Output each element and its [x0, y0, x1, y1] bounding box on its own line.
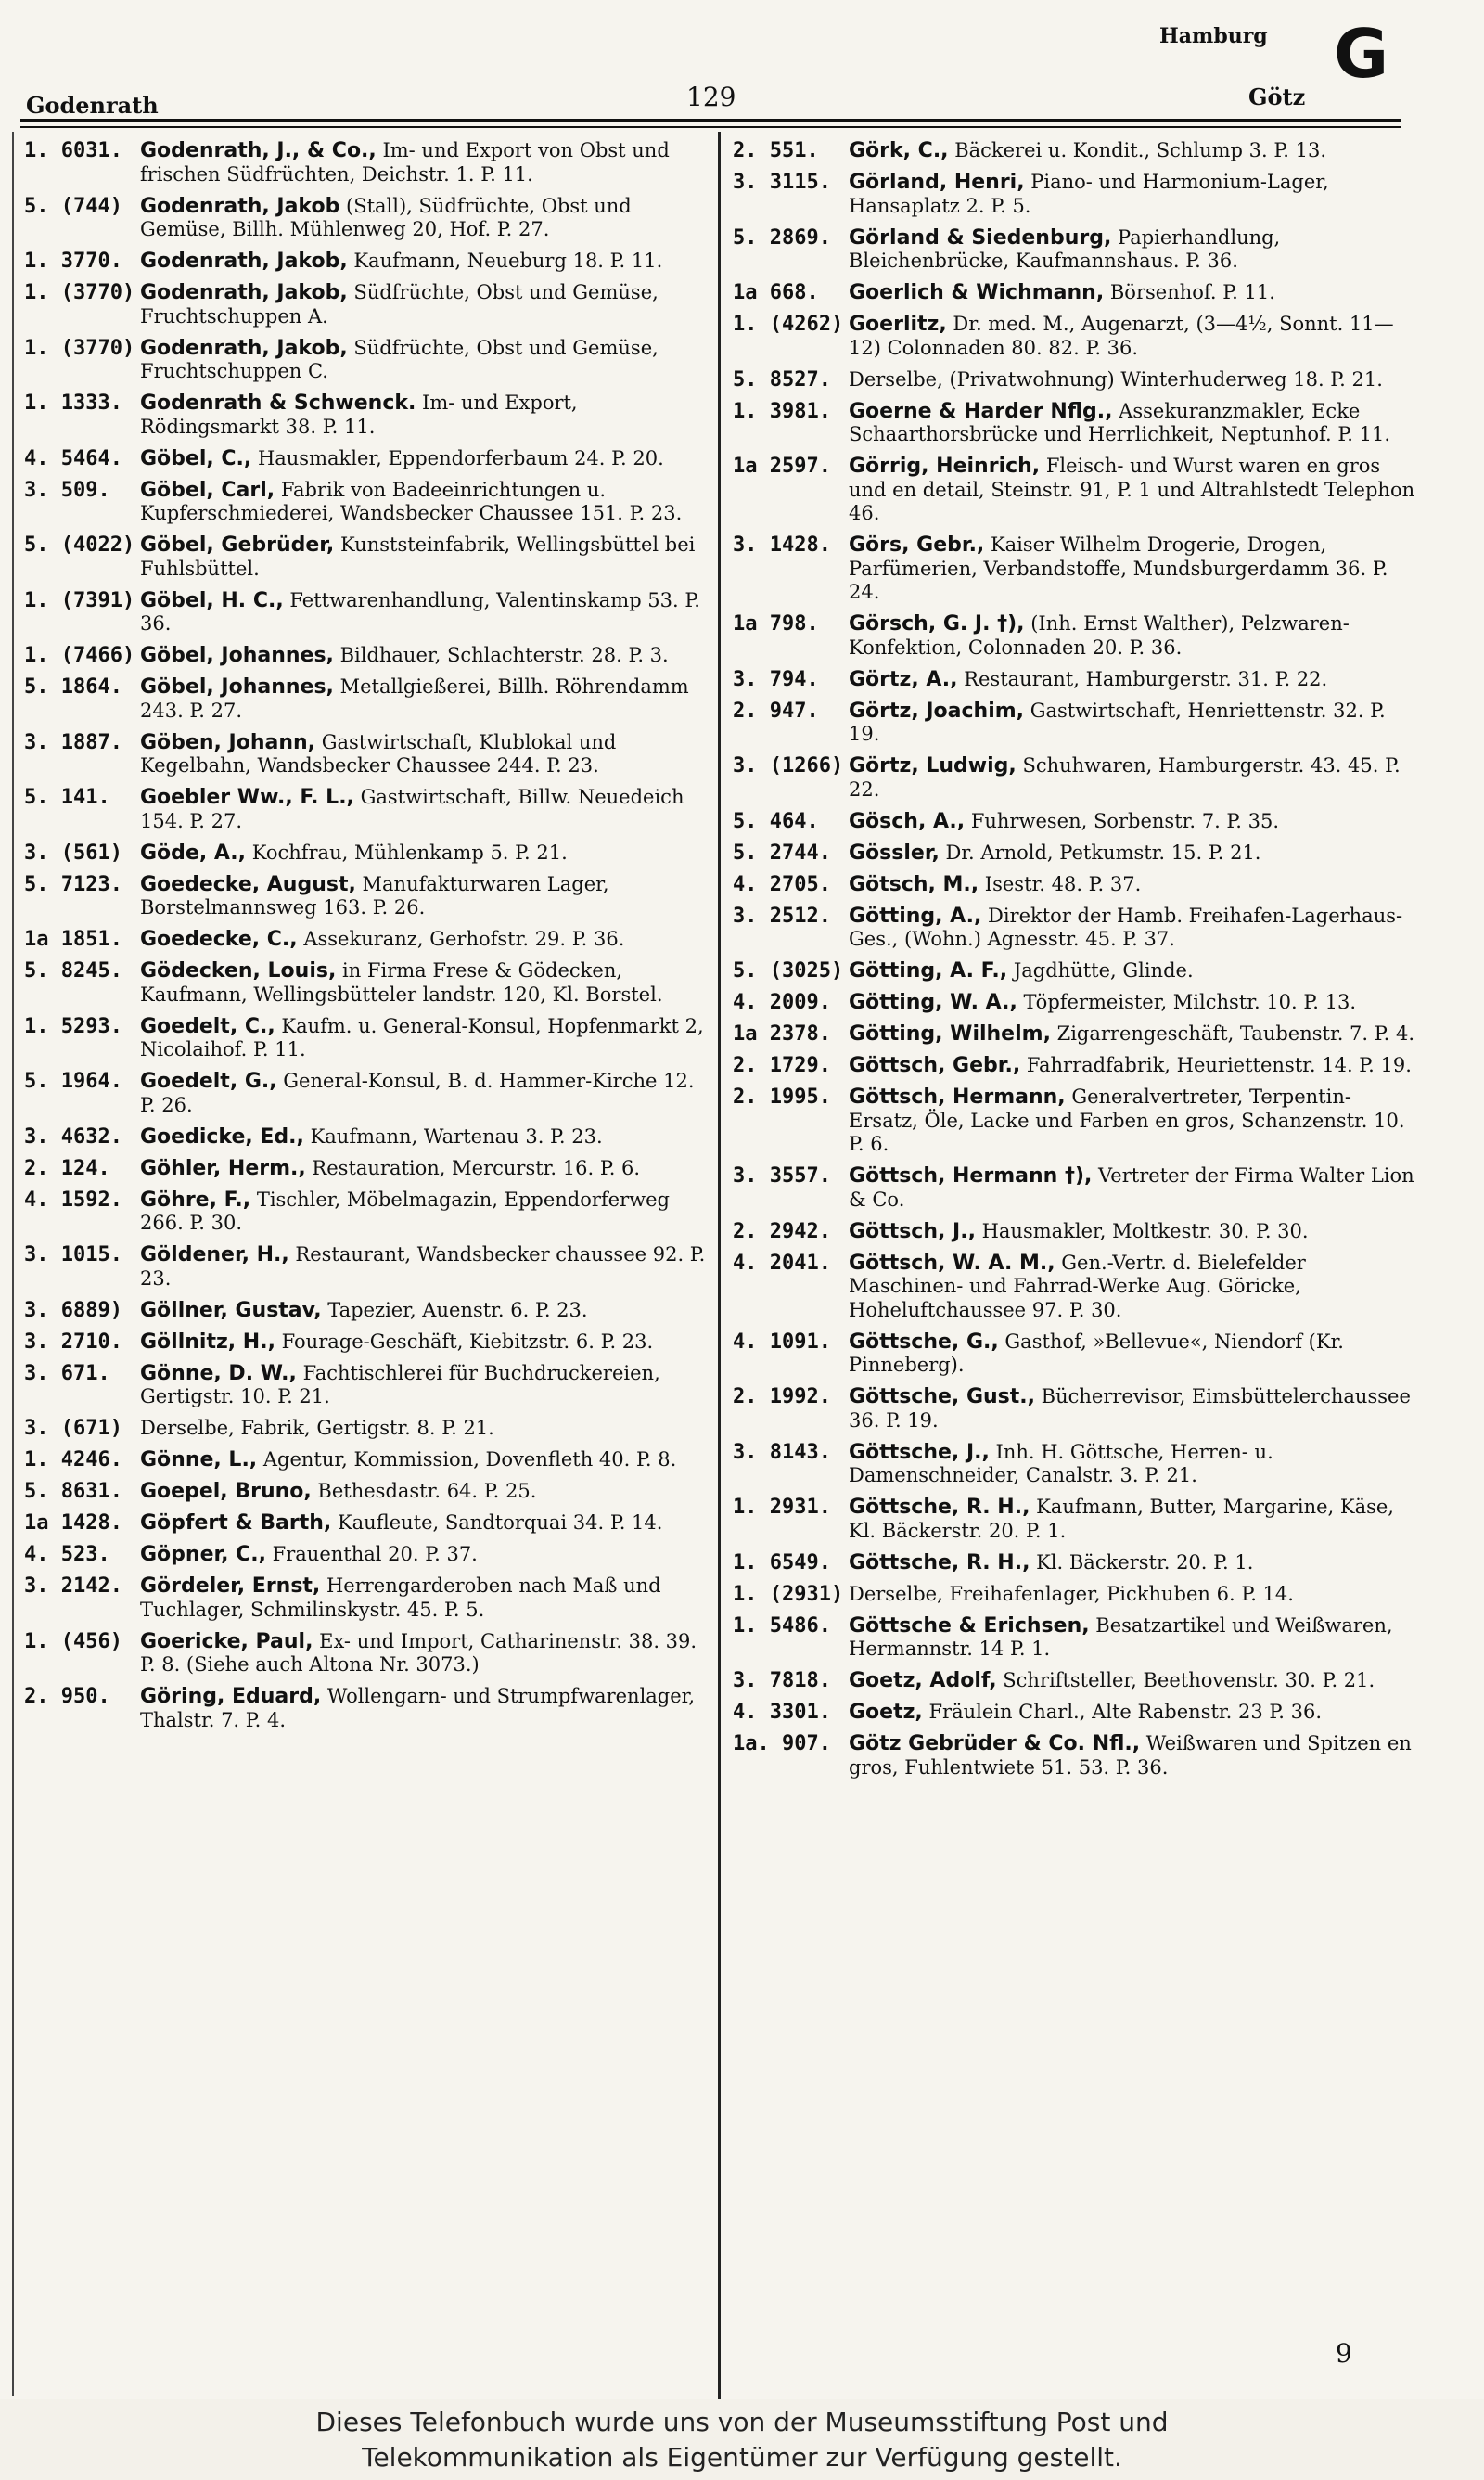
entry-name: Goebler Ww., F. L.,: [140, 786, 354, 809]
footer-line-2: Telekommunikation als Eigentümer zur Verfügung gestellt.: [362, 2442, 1122, 2473]
entry-name: Götting, Wilhelm,: [849, 1022, 1051, 1046]
directory-entry: [24, 1070, 710, 1117]
entry-details: Dr. Arnold, Petkumstr. 15. P. 21.: [939, 841, 1261, 864]
directory-entry: [733, 1330, 1419, 1378]
entry-details: Fräulein Charl., Alte Rabenstr. 23 P. 36.: [922, 1701, 1323, 1723]
entry-name: Göde, A.,: [140, 841, 247, 865]
phone-number: 1a. 907.: [733, 1732, 831, 1755]
phone-number: 5. (744): [24, 194, 122, 218]
entry-details: Kaufmann, Wartenau 3. P. 23.: [303, 1124, 603, 1148]
phone-number: 5. (3025): [733, 959, 844, 983]
directory-entry: [24, 589, 710, 636]
entry-name: Göhre, F.,: [140, 1188, 251, 1212]
phone-number: 1. 5293.: [24, 1014, 122, 1038]
phone-number: 3. 2512.: [733, 904, 831, 928]
entry-details: Kunststeinfabrik, Wellingsbüttel bei Fuhlsbüttel.: [140, 533, 696, 580]
header-right-word: Götz: [1248, 84, 1306, 110]
directory-entry: [733, 533, 1419, 605]
entry-name: Göbel, Johannes,: [140, 644, 334, 667]
entry-details: Zigarrengeschäft, Taubenstr. 7. P. 4.: [1050, 1022, 1415, 1045]
entry-details: Isestr. 48. P. 37.: [979, 872, 1142, 895]
directory-entry: [733, 1669, 1419, 1693]
entry-name: Godenrath & Schwenck.: [140, 392, 416, 415]
entry-details: Fahrradfabrik, Heuriettenstr. 14. P. 19.: [1020, 1054, 1412, 1076]
directory-entry: [24, 250, 710, 274]
header-rule-thin: [20, 126, 1401, 128]
entry-details: Derselbe, Fabrik, Gertigstr. 8. P. 21.: [140, 1417, 494, 1439]
phone-number: 5. 1864.: [24, 675, 122, 699]
directory-entry: [733, 810, 1419, 834]
phone-number: 3. 3557.: [733, 1164, 831, 1188]
entry-name: Görtz, A.,: [849, 667, 958, 691]
entry-details: Töpfermeister, Milchstr. 10. P. 13.: [1017, 991, 1357, 1013]
entry-name: Göben, Johann,: [140, 730, 316, 754]
entry-details: Kaufmann, Butter, Margarine, Käse, Kl. Bäckerstr. 20. P. 1.: [849, 1496, 1394, 1542]
phone-number: 1. 6549.: [733, 1550, 831, 1574]
directory-entry: [24, 1574, 710, 1622]
phone-number: 1. (7466): [24, 644, 135, 667]
entry-name: Göttsch, Hermann †),: [849, 1164, 1093, 1188]
phone-number: 5. (4022): [24, 533, 135, 557]
entry-name: Göbel, C.,: [140, 446, 252, 470]
entry-name: Goedecke, August,: [140, 872, 356, 896]
phone-number: 1. 1333.: [24, 392, 122, 415]
directory-entry: [733, 1220, 1419, 1244]
entry-details: (Inh. Ernst Walther), Pelzwaren- Konfektion, Colonnaden 20. P. 36.: [849, 612, 1350, 659]
directory-entry: [733, 1164, 1419, 1212]
directory-entry: [733, 991, 1419, 1015]
header-rule-thick: [20, 119, 1401, 122]
phone-number: 1. (3770): [24, 281, 135, 304]
phone-number: 5. 7123.: [24, 872, 122, 896]
directory-entry: [733, 1614, 1419, 1662]
phone-number: 4. 5464.: [24, 446, 122, 470]
phone-number: 3. 671.: [24, 1361, 110, 1385]
entry-details: Assekuranz, Gerhofstr. 29. P. 36.: [297, 928, 625, 950]
directory-entry: [733, 612, 1419, 660]
entry-name: Goedelt, C.,: [140, 1014, 275, 1038]
entry-details: Generalvertreter, Terpentin-Ersatz, Öle, Lacke und Farben en gros, Schanzenstr. 10. P. 6.: [849, 1086, 1405, 1155]
directory-entry: [733, 1385, 1419, 1433]
entry-details: Gen.-Vertr. d. Bielefelder Maschinen- und Fahrrad-Werke Aug. Göricke, Hoheluftchaussee 97. P. 30.: [849, 1251, 1306, 1321]
entry-details: Bücherrevisor, Eimsbüttelerchaussee 36. P. 19.: [849, 1385, 1411, 1432]
phone-number: 3. 2710.: [24, 1330, 122, 1354]
entry-name: Göttsch, Hermann,: [849, 1086, 1066, 1109]
directory-entry: [733, 1583, 1419, 1607]
directory-entry: [733, 455, 1419, 526]
directory-entry: [733, 1496, 1419, 1543]
directory-entry: [24, 195, 710, 242]
entry-name: Gössler,: [849, 841, 940, 865]
phone-number: 4. 1091.: [733, 1330, 831, 1354]
entry-name: Götting, W. A.,: [849, 991, 1017, 1014]
column-divider: [718, 132, 721, 2400]
phone-number: 2. 1729.: [733, 1054, 831, 1077]
phone-number: 3. (671): [24, 1417, 122, 1440]
phone-number: 1a 2597.: [733, 455, 831, 478]
entry-name: Godenrath, Jakob,: [140, 281, 348, 304]
entry-name: Goetz,: [849, 1701, 923, 1724]
phone-number: 5. 2869.: [733, 225, 831, 250]
entry-name: Göttsche, R. H.,: [849, 1550, 1030, 1574]
entry-name: Gönne, L.,: [140, 1448, 258, 1471]
phone-number: 1. (456): [24, 1629, 122, 1653]
header-left-word: Godenrath: [26, 92, 159, 119]
directory-entry: [733, 400, 1419, 447]
directory-entry: [733, 226, 1419, 274]
entry-details: Hausmakler, Moltkestr. 30. P. 30.: [975, 1219, 1309, 1242]
entry-name: Godenrath, J., & Co.,: [140, 139, 377, 162]
phone-number: 2. 1995.: [733, 1086, 831, 1109]
entry-name: Göttsche & Erichsen,: [849, 1613, 1090, 1638]
entry-name: Göbel, Johannes,: [140, 675, 334, 699]
phone-number: 1. 3770.: [24, 250, 122, 273]
phone-number: 1. (2931): [733, 1582, 844, 1606]
entry-details: Fettwarenhandlung, Valentinskamp 53. P. 36.: [140, 588, 700, 635]
entry-details: Südfrüchte, Obst und Gemüse, Fruchtschuppen A.: [140, 281, 659, 328]
entry-details: Kaufleute, Sandtorquai 34. P. 14.: [331, 1511, 663, 1534]
phone-number: 5. 2744.: [733, 841, 831, 865]
phone-number: 1. (4262): [733, 313, 844, 336]
entry-name: Godenrath, Jakob: [140, 194, 340, 218]
entry-details: Wollengarn- und Strumpfwarenlager, Thalstr. 7. P. 4.: [140, 1685, 696, 1731]
entry-name: Goedecke, C.,: [140, 928, 298, 951]
directory-entry: [733, 368, 1419, 392]
entry-name: Görland & Siedenburg,: [849, 225, 1112, 250]
right-column: [733, 139, 1419, 2366]
entry-details: Tapezier, Auenstr. 6. P. 23.: [321, 1298, 588, 1321]
phone-number: 3. 1887.: [24, 730, 122, 754]
entry-details: Im- und Export, Rödingsmarkt 38. P. 11.: [140, 392, 578, 438]
directory-entry: [733, 1551, 1419, 1575]
entry-details: Restaurant, Wandsbecker chaussee 92. P. 23.: [140, 1243, 706, 1290]
phone-number: 1. 3981.: [733, 399, 831, 423]
entry-name: Görs, Gebr.,: [849, 533, 985, 557]
entry-details: Papierhandlung, Bleichenbrücke, Kaufmannshaus. P. 36.: [849, 225, 1281, 272]
entry-details: Gastwirtschaft, Billw. Neuedeich 154. P. 27.: [140, 786, 684, 832]
footer-notice: [0, 2399, 1484, 2480]
directory-entry: [24, 1157, 710, 1181]
directory-entry: [24, 1299, 710, 1323]
phone-number: 1. 4246.: [24, 1448, 122, 1471]
entry-name: Göbel, H. C.,: [140, 588, 284, 612]
entry-details: Direktor der Hamb. Freihafen-Lagerhaus-Ges., (Wohn.) Agnesstr. 45. P. 37.: [849, 904, 1403, 950]
phone-number: 5. 464.: [733, 809, 819, 833]
phone-number: 1a 668.: [733, 281, 819, 304]
entry-name: Göpfert & Barth,: [140, 1511, 332, 1535]
phone-number: 1. 6031.: [24, 139, 122, 162]
phone-number: 3. (1266): [733, 754, 844, 777]
entry-details: Weißwaren und Spitzen en gros, Fuhlentwiete 51. 53. P. 36.: [849, 1732, 1412, 1779]
directory-entry: [24, 644, 710, 668]
entry-details: Restauration, Mercurstr. 16. P. 6.: [305, 1156, 641, 1179]
entry-name: Göttsche, R. H.,: [849, 1496, 1030, 1519]
directory-entry: [24, 281, 710, 328]
entry-name: Göpner, C.,: [140, 1543, 266, 1566]
phone-number: 4. 2041.: [733, 1251, 831, 1275]
entry-name: Götting, A.,: [849, 904, 982, 928]
entry-details: Fachtischlerei für Buchdruckereien, Gertigstr. 10. P. 21.: [140, 1361, 660, 1407]
phone-number: 1a 798.: [733, 612, 819, 636]
entry-name: Godenrath, Jakob,: [140, 250, 348, 273]
directory-entry: [24, 392, 710, 439]
phone-number: 5. 8631.: [24, 1480, 122, 1503]
entry-name: Göhler, Herm.,: [140, 1156, 306, 1180]
directory-entry: [24, 1189, 710, 1236]
directory-entry: [24, 139, 710, 186]
phone-number: 3. 3115.: [733, 171, 831, 194]
directory-entry: [733, 1054, 1419, 1078]
entry-details: Bethesdastr. 64. P. 25.: [311, 1480, 537, 1502]
directory-entry: [733, 1441, 1419, 1488]
phone-number: 2. 947.: [733, 699, 819, 723]
phone-number: 3. 1428.: [733, 533, 831, 557]
phone-number: 5. 1964.: [24, 1070, 122, 1093]
entry-name: Götting, A. F.,: [849, 959, 1008, 983]
directory-entry: [24, 928, 710, 952]
directory-entry: [24, 447, 710, 471]
entry-details: Restaurant, Hamburgerstr. 31. P. 22.: [957, 667, 1328, 690]
entry-details: Inh. H. Göttsche, Herren- u. Damenschneider, Canalstr. 3. P. 21.: [849, 1440, 1273, 1486]
entry-name: Görsch, G. J. †),: [849, 612, 1025, 636]
phone-number: 1a 1851.: [24, 928, 122, 951]
entry-details: Derselbe, Freihafenlager, Pickhuben 6. P. 14.: [849, 1582, 1294, 1605]
phone-number: 5. 141.: [24, 786, 110, 809]
directory-entry: [733, 313, 1419, 360]
directory-entry: [24, 873, 710, 920]
directory-entry: [733, 905, 1419, 952]
entry-name: Goerne & Harder Nflg.,: [849, 399, 1113, 423]
entry-details: Kochfrau, Mühlenkamp 5. P. 21.: [246, 841, 568, 864]
directory-entry: [733, 281, 1419, 305]
phone-number: 1a 1428.: [24, 1511, 122, 1535]
phone-number: 4. 2705.: [733, 872, 831, 896]
entry-details: Jagdhütte, Glinde.: [1007, 959, 1194, 982]
entry-details: Derselbe, (Privatwohnung) Winterhuderweg 18. P. 21.: [849, 367, 1383, 391]
directory-entry: [24, 1685, 710, 1732]
directory-entry: [24, 1448, 710, 1472]
directory-entry: [24, 1543, 710, 1567]
entry-name: Göring, Eduard,: [140, 1685, 322, 1708]
directory-entry: [24, 731, 710, 778]
phone-number: 1. (7391): [24, 588, 135, 612]
phone-number: 3. 8143.: [733, 1440, 831, 1464]
entry-name: Goericke, Paul,: [140, 1629, 313, 1653]
entry-details: Gastwirtschaft, Klublokal und Kegelbahn, Wandsbecker Chaussee 244. P. 23.: [140, 730, 617, 777]
entry-details: Südfrüchte, Obst und Gemüse, Fruchtschuppen C.: [140, 336, 659, 382]
entry-name: Göllnitz, H.,: [140, 1330, 275, 1354]
entry-details: Tischler, Möbelmagazin, Eppendorferweg 266. P. 30.: [140, 1188, 670, 1234]
phone-number: 2. 1992.: [733, 1385, 831, 1408]
entry-name: Görk, C.,: [849, 139, 949, 162]
directory-entry: [24, 842, 710, 866]
entry-details: Assekuranzmakler, Ecke Schaarthorsbrücke und Herrlichkeit, Neptunhof. P. 11.: [849, 399, 1391, 445]
entry-name: Göttsch, W. A. M.,: [849, 1251, 1055, 1275]
phone-number: 1. 5486.: [733, 1613, 831, 1638]
phone-number: 4. 2009.: [733, 991, 831, 1014]
entry-details: Gastwirtschaft, Henriettenstr. 32. P. 19.: [849, 699, 1386, 745]
entry-details: Fuhrwesen, Sorbenstr. 7. P. 35.: [965, 809, 1280, 832]
directory-entry: [733, 1086, 1419, 1157]
entry-details: Börsenhof. P. 11.: [1104, 281, 1275, 303]
entry-name: Götsch, M.,: [849, 872, 979, 896]
entry-details: Fleisch- und Wurst waren en gros und en detail, Steinstr. 91, P. 1 und Altrahlstedt Telephon 46.: [849, 455, 1415, 524]
directory-entry: [24, 479, 710, 526]
phone-number: 2. 2942.: [733, 1219, 831, 1243]
entry-details: Besatzartikel und Weißwaren, Hermannstr. 14 P. 1.: [849, 1613, 1393, 1660]
entry-name: Göttsch, J.,: [849, 1219, 976, 1243]
phone-number: 3. 1015.: [24, 1243, 122, 1266]
entry-details: Agentur, Kommission, Dovenfleth 40. P. 8.: [257, 1448, 677, 1471]
entry-name: Göbel, Gebrüder,: [140, 533, 335, 557]
entry-name: Görtz, Joachim,: [849, 699, 1025, 723]
entry-name: Goerlitz,: [849, 313, 947, 336]
entry-details: General-Konsul, B. d. Hammer-Kirche 12. P. 26.: [140, 1070, 695, 1116]
entry-name: Göttsche, G.,: [849, 1330, 999, 1354]
directory-entry: [24, 1480, 710, 1504]
entry-details: Bildhauer, Schlachterstr. 28. P. 3.: [333, 644, 669, 666]
phone-number: 2. 124.: [24, 1156, 110, 1180]
entry-details: Schriftsteller, Beethovenstr. 30. P. 21.: [996, 1669, 1375, 1691]
entry-name: Goedicke, Ed.,: [140, 1124, 304, 1149]
directory-entry: [733, 754, 1419, 802]
left-column: [24, 139, 710, 2366]
directory-entry: [24, 959, 710, 1007]
entry-name: Göllner, Gustav,: [140, 1298, 322, 1322]
directory-entry: [24, 533, 710, 581]
directory-entry: [733, 959, 1419, 983]
entry-details: in Firma Frese & Gödecken, Kaufmann, Wellingsbütteler landstr. 120, Kl. Borstel.: [140, 959, 663, 1006]
phone-number: 3. 794.: [733, 667, 819, 691]
entry-details: Kaiser Wilhelm Drogerie, Drogen, Parfümerien, Verbandstoffe, Mundsburgerdamm 36. P. 24.: [849, 533, 1388, 603]
entry-name: Goepel, Bruno,: [140, 1480, 312, 1503]
phone-number: 3. 509.: [24, 478, 110, 502]
phone-number: 5. 8527.: [733, 367, 831, 392]
directory-entry: [24, 1630, 710, 1677]
entry-details: Piano- und Harmonium-Lager, Hansaplatz 2. P. 5.: [849, 171, 1329, 217]
entry-name: Gösch, A.,: [849, 809, 966, 833]
header-city: Hamburg: [1159, 24, 1268, 48]
phone-number: 1a 2378.: [733, 1022, 831, 1046]
entry-details: Bäckerei u. Kondit., Schlump 3. P. 13.: [948, 139, 1327, 161]
phone-number: 3. (561): [24, 841, 122, 865]
entry-details: Fourage-Geschäft, Kiebitzstr. 6. P. 23.: [275, 1330, 654, 1353]
header-letter: G: [1334, 15, 1389, 93]
directory-entry: [24, 1511, 710, 1536]
header-page-number: 129: [686, 82, 736, 112]
phone-number: 2. 551.: [733, 139, 819, 162]
entry-name: Godenrath, Jakob,: [140, 336, 348, 360]
directory-entry: [24, 1330, 710, 1355]
entry-name: Görtz, Ludwig,: [849, 754, 1017, 777]
left-border-line: [12, 132, 14, 2396]
entry-details: Hausmakler, Eppendorferbaum 24. P. 20.: [251, 446, 664, 469]
directory-entry: [733, 842, 1419, 866]
entry-name: Görland, Henri,: [849, 171, 1025, 194]
directory-entry: [733, 873, 1419, 897]
phone-number: 4. 1592.: [24, 1188, 122, 1212]
directory-entry: [24, 1015, 710, 1062]
entry-details: Kaufm. u. General-Konsul, Hopfenmarkt 2, Nicolaihof. P. 11.: [140, 1014, 704, 1060]
entry-details: Schuhwaren, Hamburgerstr. 43. 45. P. 22.: [849, 754, 1401, 801]
entry-name: Görrig, Heinrich,: [849, 455, 1041, 478]
directory-entry: [24, 786, 710, 833]
entry-details: Herrengarderoben nach Maß und Tuchlager, Schmilinskystr. 45. P. 5.: [140, 1574, 661, 1621]
entry-name: Gödecken, Louis,: [140, 959, 337, 983]
entry-name: Goetz, Adolf,: [849, 1669, 997, 1692]
directory-entry: [733, 1732, 1419, 1780]
directory-entry: [733, 171, 1419, 218]
entry-details: Kaufmann, Neueburg 18. P. 11.: [347, 250, 663, 272]
entry-details: Im- und Export von Obst und frischen Südfrüchten, Deichstr. 1. P. 11.: [140, 139, 670, 186]
entry-name: Göbel, Carl,: [140, 478, 275, 502]
phone-number: 1. 2931.: [733, 1496, 831, 1519]
entry-name: Göttsch, Gebr.,: [849, 1054, 1021, 1077]
directory-entry: [24, 1243, 710, 1291]
directory-entry: [24, 1362, 710, 1409]
directory-entry: [733, 1022, 1419, 1047]
entry-name: Gördeler, Ernst,: [140, 1574, 321, 1598]
entry-details: Ex- und Import, Catharinenstr. 38. 39. P. 8. (Siehe auch Altona Nr. 3073.): [140, 1629, 697, 1676]
phone-number: 3. 2142.: [24, 1574, 122, 1598]
directory-entry: [733, 700, 1419, 747]
entry-details: Dr. med. M., Augenarzt, (3—4½, Sonnt. 11—12) Colonnaden 80. 82. P. 36.: [849, 313, 1394, 359]
phone-number: 4. 523.: [24, 1543, 110, 1566]
phone-number: 3. 4632.: [24, 1124, 122, 1149]
entry-details: Manufakturwaren Lager, Borstelmannsweg 163. P. 26.: [140, 872, 609, 919]
entry-details: Kl. Bäckerstr. 20. P. 1.: [1030, 1550, 1254, 1574]
phone-number: 3. 6889): [24, 1298, 122, 1322]
phone-number: 5. 8245.: [24, 959, 122, 983]
entry-name: Götz Gebrüder & Co. Nfl.,: [849, 1732, 1141, 1755]
directory-entry: [733, 1252, 1419, 1323]
directory-entry: [24, 1125, 710, 1150]
entry-details: Vertreter der Firma Walter Lion & Co.: [849, 1164, 1414, 1211]
directory-entry: [24, 1417, 710, 1441]
directory-entry: [733, 1701, 1419, 1725]
entry-name: Göldener, H.,: [140, 1243, 289, 1266]
entry-name: Göttsche, Gust.,: [849, 1385, 1035, 1408]
entry-details: Fabrik von Badeeinrichtungen u. Kupferschmiederei, Wandsbecker Chaussee 151. P. 23.: [140, 478, 683, 524]
phone-number: 1. (3770): [24, 336, 135, 360]
entry-name: Göttsche, J.,: [849, 1440, 990, 1464]
entry-name: Gönne, D. W.,: [140, 1361, 297, 1385]
phone-number: 2. 950.: [24, 1685, 110, 1708]
entry-details: Metallgießerei, Billh. Röhrendamm 243. P. 27.: [140, 675, 689, 722]
entry-name: Goedelt, G.,: [140, 1070, 277, 1093]
entry-details: Gasthof, »Bellevue«, Niendorf (Kr. Pinneberg).: [849, 1330, 1344, 1376]
directory-entry: [733, 668, 1419, 692]
phone-number: 3. 7818.: [733, 1669, 831, 1692]
directory-entry: [24, 337, 710, 384]
entry-details: (Stall), Südfrüchte, Obst und Gemüse, Billh. Mühlenweg 20, Hof. P. 27.: [140, 194, 632, 240]
phone-number: 4. 3301.: [733, 1701, 831, 1724]
footer-line-1: Dieses Telefonbuch wurde uns von der Museumsstiftung Post und: [315, 2407, 1169, 2437]
directory-entry: [733, 139, 1419, 163]
directory-entry: [24, 675, 710, 723]
entry-name: Goerlich & Wichmann,: [849, 281, 1105, 304]
entry-details: Frauenthal 20. P. 37.: [266, 1543, 478, 1565]
bottom-page-number: 9: [1336, 2338, 1352, 2369]
